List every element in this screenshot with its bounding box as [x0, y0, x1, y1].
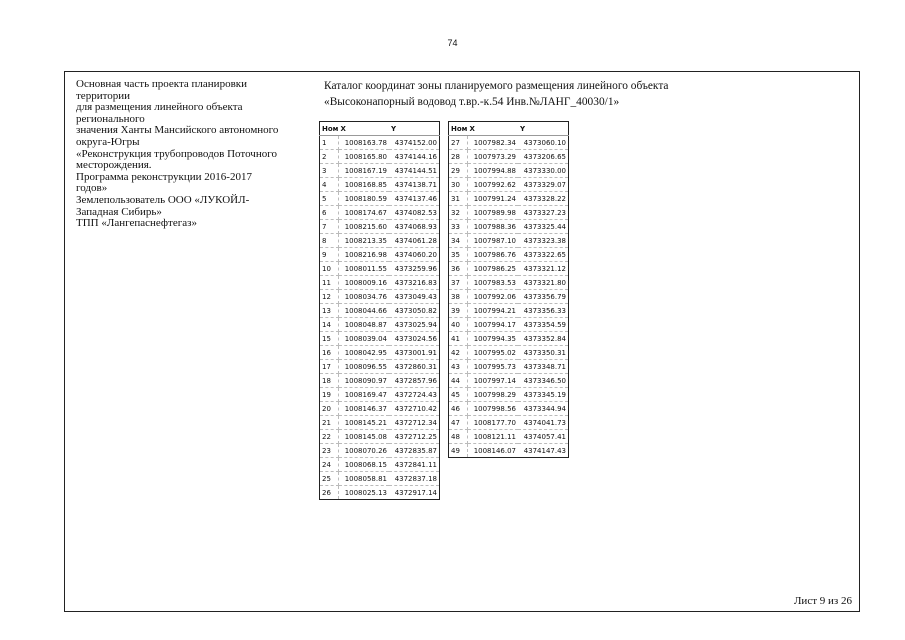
point-number: 28 — [449, 150, 468, 164]
table-row — [320, 234, 440, 248]
point-number: 41 — [449, 332, 468, 346]
table-row — [449, 262, 569, 276]
table-row — [320, 486, 440, 500]
y-coordinate: 4372712.25 — [389, 430, 440, 444]
point-number: 38 — [449, 290, 468, 304]
x-coordinate: 1007994.21 — [468, 304, 519, 318]
table-row — [320, 178, 440, 192]
x-coordinate: 1008048.87 — [339, 318, 390, 332]
description-line: регионального — [76, 112, 145, 125]
x-coordinate: 1008168.85 — [339, 178, 390, 192]
header-x: X — [468, 122, 519, 136]
y-coordinate: 4372860.31 — [389, 360, 440, 374]
table-row — [320, 192, 440, 206]
y-coordinate: 4373323.38 — [518, 234, 569, 248]
y-coordinate: 4373350.31 — [518, 346, 569, 360]
point-number: 34 — [449, 234, 468, 248]
table-row — [449, 346, 569, 360]
y-coordinate: 4373330.00 — [518, 164, 569, 178]
x-coordinate: 1007998.29 — [468, 388, 519, 402]
x-coordinate: 1008090.97 — [339, 374, 390, 388]
y-coordinate: 4373001.91 — [389, 346, 440, 360]
y-coordinate: 4373354.59 — [518, 318, 569, 332]
point-number: 1 — [320, 136, 339, 150]
sheet-number: Лист 9 из 26 — [793, 595, 852, 607]
table-row — [320, 332, 440, 346]
header-y: Y — [389, 122, 440, 136]
y-coordinate: 4373049.43 — [389, 290, 440, 304]
point-number: 36 — [449, 262, 468, 276]
x-coordinate: 1008025.13 — [339, 486, 390, 500]
point-number: 4 — [320, 178, 339, 192]
x-coordinate: 1007986.25 — [468, 262, 519, 276]
x-coordinate: 1008145.08 — [339, 430, 390, 444]
point-number: 32 — [449, 206, 468, 220]
x-coordinate: 1008044.66 — [339, 304, 390, 318]
point-number: 19 — [320, 388, 339, 402]
point-number: 47 — [449, 416, 468, 430]
table-row — [320, 472, 440, 486]
table-row — [320, 444, 440, 458]
point-number: 23 — [320, 444, 339, 458]
table-row — [449, 276, 569, 290]
point-number: 45 — [449, 388, 468, 402]
table-row — [449, 206, 569, 220]
description-line: округа-Югры — [76, 135, 140, 148]
description-line: Землепользователь ООО «ЛУКОЙЛ- — [76, 193, 250, 206]
point-number: 44 — [449, 374, 468, 388]
y-coordinate: 4374137.46 — [389, 192, 440, 206]
x-coordinate: 1008096.55 — [339, 360, 390, 374]
y-coordinate: 4374144.51 — [389, 164, 440, 178]
point-number: 48 — [449, 430, 468, 444]
y-coordinate: 4374082.53 — [389, 206, 440, 220]
x-coordinate: 1008145.21 — [339, 416, 390, 430]
table-row — [320, 220, 440, 234]
y-coordinate: 4373352.84 — [518, 332, 569, 346]
table-header-row — [449, 122, 569, 136]
x-coordinate: 1007987.10 — [468, 234, 519, 248]
y-coordinate: 4373025.94 — [389, 318, 440, 332]
point-number: 5 — [320, 192, 339, 206]
point-number: 37 — [449, 276, 468, 290]
point-number: 39 — [449, 304, 468, 318]
point-number: 21 — [320, 416, 339, 430]
point-number: 15 — [320, 332, 339, 346]
y-coordinate: 4372837.18 — [389, 472, 440, 486]
y-coordinate: 4373328.22 — [518, 192, 569, 206]
y-coordinate: 4374061.28 — [389, 234, 440, 248]
x-coordinate: 1008216.98 — [339, 248, 390, 262]
point-number: 9 — [320, 248, 339, 262]
x-coordinate: 1008163.78 — [339, 136, 390, 150]
point-number: 43 — [449, 360, 468, 374]
x-coordinate: 1007997.14 — [468, 374, 519, 388]
x-coordinate: 1008068.15 — [339, 458, 390, 472]
table-row — [449, 444, 569, 458]
x-coordinate: 1008039.04 — [339, 332, 390, 346]
point-number: 17 — [320, 360, 339, 374]
table-row — [320, 360, 440, 374]
x-coordinate: 1008121.11 — [468, 430, 519, 444]
table-row — [449, 416, 569, 430]
table-row — [320, 318, 440, 332]
point-number: 26 — [320, 486, 339, 500]
title-line: Каталог координат зоны планируемого размещения линейного объекта — [324, 80, 669, 92]
x-coordinate: 1008070.26 — [339, 444, 390, 458]
point-number: 29 — [449, 164, 468, 178]
catalog-title — [324, 79, 824, 110]
point-number: 3 — [320, 164, 339, 178]
table-row — [449, 164, 569, 178]
y-coordinate: 4374147.43 — [518, 444, 569, 458]
table-row — [449, 374, 569, 388]
x-coordinate: 1008174.67 — [339, 206, 390, 220]
page-number: 74 — [447, 38, 458, 48]
y-coordinate: 4373325.44 — [518, 220, 569, 234]
description-line: годов» — [76, 182, 108, 195]
x-coordinate: 1008167.19 — [339, 164, 390, 178]
y-coordinate: 4374057.41 — [518, 430, 569, 444]
point-number: 2 — [320, 150, 339, 164]
point-number: 8 — [320, 234, 339, 248]
y-coordinate: 4372835.87 — [389, 444, 440, 458]
x-coordinate: 1008146.37 — [339, 402, 390, 416]
table-row — [320, 304, 440, 318]
y-coordinate: 4373322.65 — [518, 248, 569, 262]
point-number: 46 — [449, 402, 468, 416]
x-coordinate: 1007995.73 — [468, 360, 519, 374]
point-number: 18 — [320, 374, 339, 388]
y-coordinate: 4373327.23 — [518, 206, 569, 220]
y-coordinate: 4373321.80 — [518, 276, 569, 290]
y-coordinate: 4374144.16 — [389, 150, 440, 164]
point-number: 20 — [320, 402, 339, 416]
point-number: 16 — [320, 346, 339, 360]
point-number: 13 — [320, 304, 339, 318]
point-number: 33 — [449, 220, 468, 234]
point-number: 35 — [449, 248, 468, 262]
coordinates-table-left — [319, 121, 440, 500]
y-coordinate: 4374152.00 — [389, 136, 440, 150]
table-row — [449, 150, 569, 164]
point-number: 31 — [449, 192, 468, 206]
table-row — [449, 360, 569, 374]
x-coordinate: 1007994.17 — [468, 318, 519, 332]
table-row — [320, 346, 440, 360]
description-line: значения Ханты Мансийского автономного — [76, 124, 279, 137]
x-coordinate: 1008034.76 — [339, 290, 390, 304]
table-row — [320, 388, 440, 402]
x-coordinate: 1007982.34 — [468, 136, 519, 150]
description-line: территории — [76, 89, 131, 102]
table-row — [320, 458, 440, 472]
x-coordinate: 1007992.62 — [468, 178, 519, 192]
title-line: «Высоконапорный водовод т.вр.-к.54 Инв.№ЛАНГ_40030/1» — [324, 95, 620, 108]
table-row — [320, 262, 440, 276]
header-number: Ном — [449, 122, 468, 136]
point-number: 49 — [449, 444, 468, 458]
y-coordinate: 4374138.71 — [389, 178, 440, 192]
y-coordinate: 4373024.56 — [389, 332, 440, 346]
header-x: X — [339, 122, 390, 136]
table-row — [449, 136, 569, 150]
table-row — [320, 374, 440, 388]
table-header-row — [320, 122, 440, 136]
y-coordinate: 4373060.10 — [518, 136, 569, 150]
y-coordinate: 4372724.43 — [389, 388, 440, 402]
table-row — [449, 430, 569, 444]
y-coordinate: 4373345.19 — [518, 388, 569, 402]
point-number: 14 — [320, 318, 339, 332]
point-number: 12 — [320, 290, 339, 304]
y-coordinate: 4373206.65 — [518, 150, 569, 164]
point-number: 22 — [320, 430, 339, 444]
description-line: месторождения. — [76, 159, 152, 172]
table-row — [320, 248, 440, 262]
point-number: 25 — [320, 472, 339, 486]
table-row — [449, 192, 569, 206]
x-coordinate: 1007994.35 — [468, 332, 519, 346]
project-description — [76, 79, 321, 230]
x-coordinate: 1008177.70 — [468, 416, 519, 430]
y-coordinate: 4372917.14 — [389, 486, 440, 500]
table-row — [449, 234, 569, 248]
y-coordinate: 4373346.50 — [518, 374, 569, 388]
table-row — [449, 248, 569, 262]
description-line: Основная часть проекта планировки — [76, 78, 247, 90]
y-coordinate: 4373356.33 — [518, 304, 569, 318]
y-coordinate: 4373216.83 — [389, 276, 440, 290]
x-coordinate: 1007986.76 — [468, 248, 519, 262]
x-coordinate: 1008009.16 — [339, 276, 390, 290]
description-line: «Реконструкция трубопроводов Поточного — [76, 147, 277, 160]
point-number: 27 — [449, 136, 468, 150]
header-number: Ном — [320, 122, 339, 136]
y-coordinate: 4372857.96 — [389, 374, 440, 388]
description-line: Программа реконструкции 2016-2017 — [76, 170, 252, 183]
table-row — [449, 388, 569, 402]
table-row — [320, 206, 440, 220]
point-number: 6 — [320, 206, 339, 220]
y-coordinate: 4374068.93 — [389, 220, 440, 234]
description-line: ТПП «Лангепаснефтегаз» — [76, 217, 197, 230]
x-coordinate: 1008146.07 — [468, 444, 519, 458]
y-coordinate: 4373321.12 — [518, 262, 569, 276]
point-number: 42 — [449, 346, 468, 360]
x-coordinate: 1007983.53 — [468, 276, 519, 290]
x-coordinate: 1008180.59 — [339, 192, 390, 206]
table-row — [320, 136, 440, 150]
x-coordinate: 1008213.35 — [339, 234, 390, 248]
x-coordinate: 1008165.80 — [339, 150, 390, 164]
table-row — [449, 304, 569, 318]
table-row — [449, 178, 569, 192]
description-line: для размещения линейного объекта — [76, 101, 243, 114]
x-coordinate: 1007988.36 — [468, 220, 519, 234]
header-y: Y — [518, 122, 569, 136]
point-number: 7 — [320, 220, 339, 234]
table-row — [449, 402, 569, 416]
x-coordinate: 1008011.55 — [339, 262, 390, 276]
y-coordinate: 4373356.79 — [518, 290, 569, 304]
table-row — [320, 416, 440, 430]
y-coordinate: 4373259.96 — [389, 262, 440, 276]
table-row — [320, 430, 440, 444]
table-row — [449, 290, 569, 304]
point-number: 11 — [320, 276, 339, 290]
point-number: 10 — [320, 262, 339, 276]
table-row — [320, 150, 440, 164]
y-coordinate: 4373348.71 — [518, 360, 569, 374]
table-row — [320, 402, 440, 416]
coordinates-table-right — [448, 121, 569, 458]
x-coordinate: 1007991.24 — [468, 192, 519, 206]
point-number: 40 — [449, 318, 468, 332]
table-row — [449, 332, 569, 346]
description-line: Западная Сибирь» — [76, 205, 162, 218]
y-coordinate: 4373050.82 — [389, 304, 440, 318]
x-coordinate: 1008058.81 — [339, 472, 390, 486]
y-coordinate: 4372710.42 — [389, 402, 440, 416]
y-coordinate: 4373329.07 — [518, 178, 569, 192]
x-coordinate: 1007998.56 — [468, 402, 519, 416]
table-row — [449, 220, 569, 234]
y-coordinate: 4374041.73 — [518, 416, 569, 430]
table-row — [320, 276, 440, 290]
x-coordinate: 1008215.60 — [339, 220, 390, 234]
x-coordinate: 1008042.95 — [339, 346, 390, 360]
y-coordinate: 4374060.20 — [389, 248, 440, 262]
table-row — [320, 290, 440, 304]
x-coordinate: 1007992.06 — [468, 290, 519, 304]
x-coordinate: 1007989.98 — [468, 206, 519, 220]
x-coordinate: 1008169.47 — [339, 388, 390, 402]
x-coordinate: 1007994.88 — [468, 164, 519, 178]
table-row — [320, 164, 440, 178]
y-coordinate: 4372841.11 — [389, 458, 440, 472]
y-coordinate: 4372712.34 — [389, 416, 440, 430]
x-coordinate: 1007973.29 — [468, 150, 519, 164]
x-coordinate: 1007995.02 — [468, 346, 519, 360]
table-row — [449, 318, 569, 332]
point-number: 24 — [320, 458, 339, 472]
point-number: 30 — [449, 178, 468, 192]
y-coordinate: 4373344.94 — [518, 402, 569, 416]
